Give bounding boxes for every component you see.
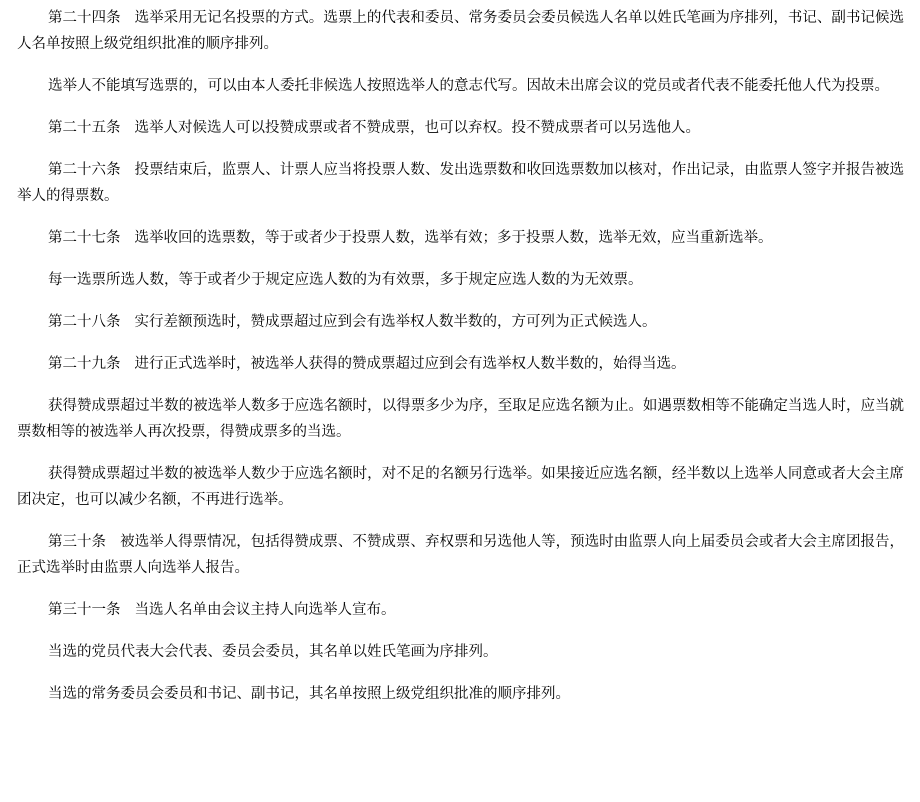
article-number: 第二十四条 (48, 10, 121, 26)
paragraph-article-27 (17, 225, 904, 251)
paragraph-text: 当选人名单由会议主持人向选举人宣布。 (134, 602, 396, 618)
article-number: 第三十条 (48, 534, 107, 550)
paragraph-article-26 (17, 157, 904, 209)
paragraph-text: 获得赞成票超过半数的被选举人数少于应选名额时，对不足的名额另行选举。如果接近应选名额，经半数以上选举人同意或者大会主席团决定，也可以减少名额，不再进行选举。 (17, 466, 904, 508)
paragraph-text: 当选的党员代表大会代表、委员会委员，其名单以姓氏笔画为序排列。 (48, 644, 498, 660)
paragraph-text: 投票结束后，监票人、计票人应当将投票人数、发出选票数和收回选票数加以核对，作出记录，由监票人签字并报告被选举人的得票数。 (17, 162, 905, 204)
paragraph-text: 选举收回的选票数，等于或者少于投票人数，选举有效；多于投票人数，选举无效，应当重新选举。 (134, 230, 773, 246)
paragraph-text: 选举人不能填写选票的，可以由本人委托非候选人按照选举人的意志代写。因故未出席会议的党员或者代表不能委托他人代为投票。 (48, 78, 889, 94)
paragraph-text: 当选的常务委员会委员和书记、副书记，其名单按照上级党组织批准的顺序排列。 (48, 686, 570, 702)
paragraph-article-29 (17, 351, 904, 377)
paragraph-text: 选举采用无记名投票的方式。选票上的代表和委员、常务委员会委员候选人名单以姓氏笔画为序排列，书记、副书记候选人名单按照上级党组织批准的顺序排列。 (17, 10, 905, 52)
paragraph-article-24 (17, 5, 904, 57)
article-number: 第二十八条 (48, 314, 121, 330)
paragraph-article-27-cont (17, 267, 904, 293)
paragraph-article-24-cont (17, 73, 904, 99)
article-number: 第三十一条 (48, 602, 121, 618)
paragraph-text: 获得赞成票超过半数的被选举人数多于应选名额时，以得票多少为序，至取足应选名额为止。如遇票数相等不能确定当选人时，应当就票数相等的被选举人再次投票，得赞成票多的当选。 (17, 398, 904, 440)
paragraph-article-30 (17, 529, 904, 581)
paragraph-article-25 (17, 115, 904, 141)
paragraph-article-31-cont-2 (17, 681, 904, 707)
paragraph-text: 进行正式选举时，被选举人获得的赞成票超过应到会有选举权人数半数的，始得当选。 (134, 356, 686, 372)
paragraph-article-31-cont-1 (17, 639, 904, 665)
paragraph-article-29-cont-1 (17, 393, 904, 445)
article-number: 第二十六条 (48, 162, 121, 178)
paragraph-text: 被选举人得票情况，包括得赞成票、不赞成票、弃权票和另选他人等，预选时由监票人向上届委员会或者大会主席团报告，正式选举时由监票人向选举人报告。 (17, 534, 905, 576)
article-number: 第二十九条 (48, 356, 121, 372)
paragraph-article-31 (17, 597, 904, 623)
paragraph-article-28 (17, 309, 904, 335)
article-number: 第二十五条 (48, 120, 121, 136)
article-number: 第二十七条 (48, 230, 121, 246)
paragraph-text: 选举人对候选人可以投赞成票或者不赞成票，也可以弃权。投不赞成票者可以另选他人。 (134, 120, 700, 136)
paragraph-article-29-cont-2 (17, 461, 904, 513)
paragraph-text: 实行差额预选时，赞成票超过应到会有选举权人数半数的，方可列为正式候选人。 (134, 314, 657, 330)
paragraph-text: 每一选票所选人数，等于或者少于规定应选人数的为有效票，多于规定应选人数的为无效票。 (48, 272, 643, 288)
